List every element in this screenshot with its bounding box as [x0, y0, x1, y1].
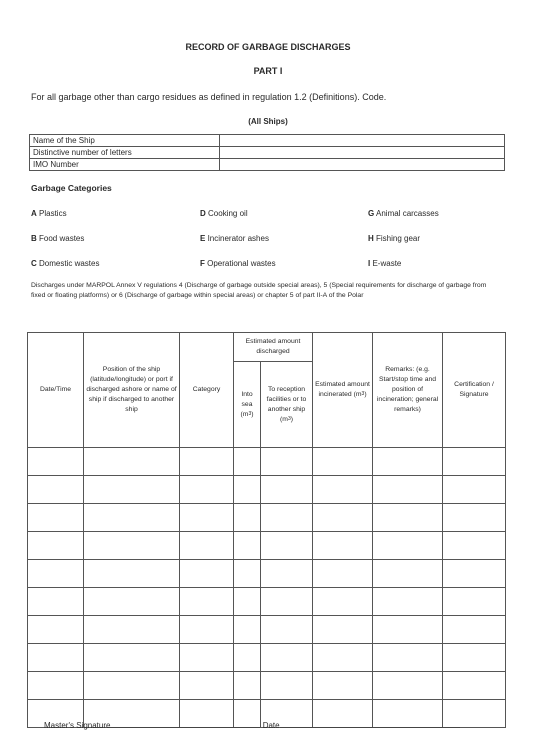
table-cell[interactable] [443, 476, 506, 504]
form-title: RECORD OF GARBAGE DISCHARGES [185, 42, 351, 52]
category-label: Operational wastes [207, 259, 276, 268]
table-cell[interactable] [373, 448, 443, 476]
table-cell[interactable] [443, 560, 506, 588]
table-cell[interactable] [313, 448, 373, 476]
table-cell[interactable] [313, 476, 373, 504]
table-row [28, 588, 506, 616]
log-table-body [28, 448, 506, 728]
ship-name-label: Name of the Ship [30, 135, 220, 147]
table-cell[interactable] [261, 504, 313, 532]
table-row [28, 448, 506, 476]
table-cell[interactable] [180, 504, 234, 532]
table-row [28, 560, 506, 588]
category-label: Cooking oil [208, 209, 248, 218]
table-cell[interactable] [373, 616, 443, 644]
table-cell[interactable] [28, 560, 84, 588]
table-cell[interactable] [313, 588, 373, 616]
table-cell[interactable] [28, 504, 84, 532]
category-label: Domestic wastes [39, 259, 100, 268]
table-cell[interactable] [373, 588, 443, 616]
table-cell[interactable] [234, 504, 261, 532]
category-letter: A [31, 209, 37, 218]
category-letter: E [200, 234, 206, 243]
table-cell[interactable] [373, 672, 443, 700]
category-item [368, 234, 420, 243]
table-cell[interactable] [443, 588, 506, 616]
table-cell[interactable] [313, 504, 373, 532]
table-cell[interactable] [443, 504, 506, 532]
category-item [368, 209, 439, 218]
close-paren: ) [290, 415, 293, 423]
table-cell[interactable] [180, 588, 234, 616]
col-header-remarks: Remarks: (e.g. Start/stop time and position of incineration; general remarks) [373, 333, 443, 448]
table-cell[interactable] [234, 672, 261, 700]
table-cell[interactable] [261, 616, 313, 644]
category-item [31, 234, 84, 243]
table-cell[interactable] [443, 616, 506, 644]
col-header-date: Date/Time [28, 333, 84, 448]
category-label: Food wastes [39, 234, 85, 243]
category-item [31, 209, 67, 218]
part-heading: PART I [253, 66, 283, 76]
table-cell[interactable] [84, 476, 180, 504]
table-cell[interactable] [373, 504, 443, 532]
table-cell[interactable] [180, 448, 234, 476]
table-cell[interactable] [28, 672, 84, 700]
table-cell[interactable] [28, 532, 84, 560]
table-cell[interactable] [373, 644, 443, 672]
table-cell[interactable] [443, 672, 506, 700]
category-letter: H [368, 234, 374, 243]
table-row [28, 504, 506, 532]
table-row [28, 476, 506, 504]
category-letter: B [31, 234, 37, 243]
table-row [28, 616, 506, 644]
table-cell[interactable] [180, 560, 234, 588]
imo-number-field[interactable] [220, 159, 505, 171]
table-cell[interactable] [313, 616, 373, 644]
ship-name-row [30, 135, 505, 147]
distinctive-number-field[interactable] [220, 147, 505, 159]
date-field[interactable] [280, 718, 460, 728]
category-item [200, 234, 269, 243]
table-cell[interactable] [313, 644, 373, 672]
table-cell[interactable] [443, 644, 506, 672]
cube-superscript: 3 [248, 410, 252, 417]
category-letter: I [368, 259, 371, 268]
table-cell[interactable] [234, 588, 261, 616]
table-cell[interactable] [180, 532, 234, 560]
table-cell[interactable] [84, 448, 180, 476]
col-header-estimated-discharged: Estimated amount discharged [234, 333, 313, 362]
table-cell[interactable] [373, 560, 443, 588]
category-item [200, 209, 248, 218]
table-cell[interactable] [28, 476, 84, 504]
masters-signature-field[interactable] [110, 718, 260, 728]
close-paren: ) [251, 410, 254, 418]
imo-number-row [30, 159, 505, 171]
cube-superscript: 3 [361, 391, 365, 397]
col-header-incinerated [313, 333, 373, 448]
table-cell[interactable] [28, 588, 84, 616]
table-cell[interactable] [443, 448, 506, 476]
category-item [31, 259, 99, 268]
col-header-into-sea [234, 362, 261, 448]
table-cell[interactable] [261, 560, 313, 588]
table-cell[interactable] [313, 560, 373, 588]
garbage-categories-title: Garbage Categories [31, 183, 112, 193]
category-item [200, 259, 276, 268]
garbage-log-table [27, 332, 506, 728]
category-label: Plastics [39, 209, 67, 218]
table-cell[interactable] [28, 644, 84, 672]
category-letter: G [368, 209, 375, 218]
date-label: Date [262, 721, 280, 730]
table-cell[interactable] [28, 616, 84, 644]
close-paren: ) [364, 391, 367, 398]
table-row [28, 644, 506, 672]
table-cell[interactable] [84, 588, 180, 616]
table-cell[interactable] [84, 532, 180, 560]
category-letter: C [31, 259, 37, 268]
distinctive-number-label: Distinctive number of letters [30, 147, 220, 159]
table-cell[interactable] [234, 560, 261, 588]
table-cell[interactable] [84, 560, 180, 588]
category-label: Fishing gear [376, 234, 421, 243]
table-cell[interactable] [84, 504, 180, 532]
intro-text: For all garbage other than cargo residues as defined in regulation 1.2 (Definitions). Code. [31, 92, 387, 102]
discharge-note: Discharges under MARPOL Annex V regulations 4 (Discharge of garbage outside special areas), 5 (Special requirements for discharge of garbage from fixed or floating platforms) or 6 (Discharge of garbage within special areas) or chapter 5 of part II-A of the Polar [31, 282, 487, 299]
category-letter: D [200, 209, 206, 218]
category-label: Incinerator ashes [207, 234, 269, 243]
category-label: E-waste [372, 259, 402, 268]
reception-text: To reception facilities or to another ship (m [266, 385, 307, 423]
table-cell[interactable] [84, 616, 180, 644]
table-row [28, 672, 506, 700]
col-header-position: Position of the ship (latitude/longitude) or port if discharged ashore or name of ship if discharged to another ship [84, 333, 180, 448]
table-cell[interactable] [443, 532, 506, 560]
table-cell[interactable] [373, 532, 443, 560]
ship-name-field[interactable] [220, 135, 505, 147]
imo-number-label: IMO Number [30, 159, 220, 171]
incinerated-text: Estimated amount incinerated (m [315, 381, 370, 398]
table-cell[interactable] [261, 588, 313, 616]
table-cell[interactable] [234, 448, 261, 476]
table-cell[interactable] [84, 672, 180, 700]
cube-superscript: 3 [287, 415, 291, 422]
table-cell[interactable] [261, 532, 313, 560]
table-cell[interactable] [313, 532, 373, 560]
distinctive-number-row [30, 147, 505, 159]
category-label: Animal carcasses [376, 209, 439, 218]
table-cell[interactable] [84, 644, 180, 672]
table-cell[interactable] [180, 476, 234, 504]
col-header-certification: Certification / Signature [443, 333, 506, 448]
table-cell[interactable] [234, 532, 261, 560]
table-cell[interactable] [261, 644, 313, 672]
table-cell[interactable] [373, 476, 443, 504]
table-cell[interactable] [234, 476, 261, 504]
ship-info-table [29, 134, 505, 171]
table-row [28, 532, 506, 560]
col-header-category: Category [180, 333, 234, 448]
masters-signature-label: Master's Signature [44, 721, 111, 730]
table-cell[interactable] [261, 448, 313, 476]
category-letter: F [200, 259, 205, 268]
table-cell[interactable] [261, 476, 313, 504]
into-sea-text: Into sea (m [240, 390, 253, 418]
table-cell[interactable] [28, 448, 84, 476]
table-cell[interactable] [234, 644, 261, 672]
table-cell[interactable] [261, 672, 313, 700]
col-header-reception [261, 362, 313, 448]
table-cell[interactable] [180, 672, 234, 700]
scope-label: (All Ships) [248, 117, 288, 126]
signature-line [44, 718, 460, 730]
table-cell[interactable] [180, 616, 234, 644]
table-cell[interactable] [313, 672, 373, 700]
table-cell[interactable] [180, 644, 234, 672]
table-cell[interactable] [234, 616, 261, 644]
category-item [368, 259, 401, 268]
